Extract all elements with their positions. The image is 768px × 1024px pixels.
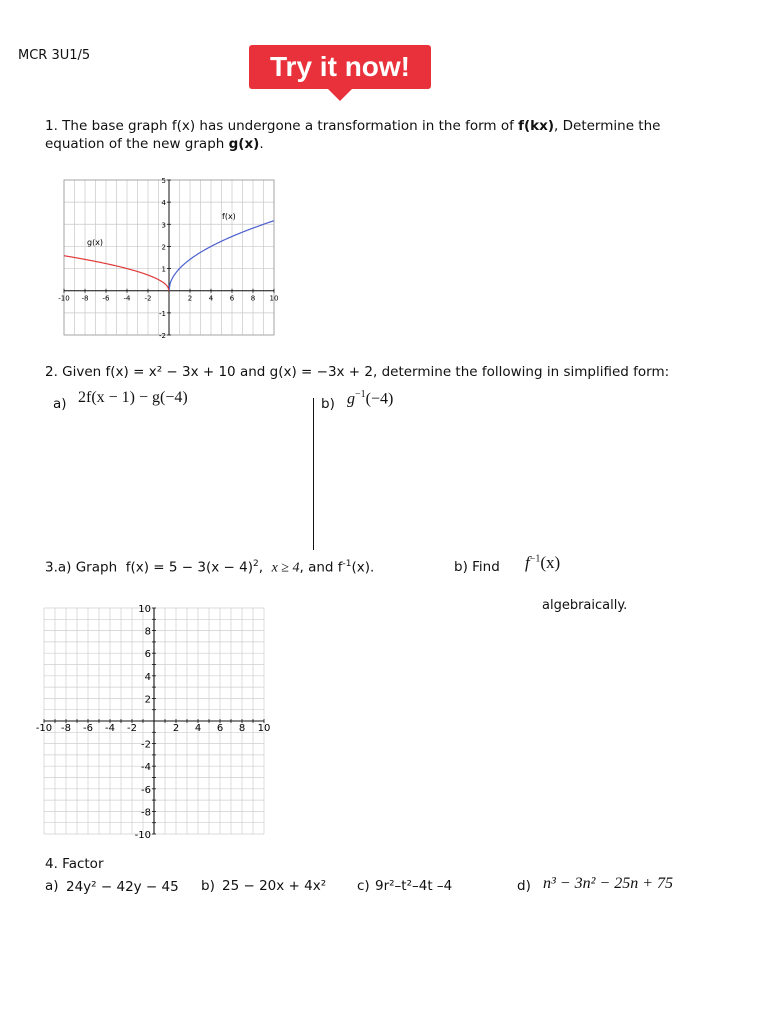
q2-b-inverse-sup: −1 — [355, 389, 366, 400]
q1-text: 1. The base graph f(x) has undergone a transformation in the form of — [45, 118, 519, 134]
y-tick-label: -2 — [141, 739, 151, 751]
q4-c-label: c) — [357, 878, 370, 894]
q2-divider — [313, 398, 314, 550]
q3-inv-sup: -1 — [342, 559, 352, 569]
x-tick-label: -6 — [83, 723, 93, 734]
x-tick-label: 10 — [257, 723, 271, 734]
q2-f-def: f(x) = x² − 3x + 10 — [105, 364, 236, 380]
y-tick-label: 2 — [161, 243, 166, 252]
q2-g-def: g(x) = −3x + 2 — [269, 364, 373, 380]
q2-b-arg: (−4) — [365, 390, 394, 408]
q3-tick-labels — [36, 604, 271, 841]
y-tick-label: -6 — [141, 784, 151, 796]
x-tick-label: -6 — [102, 294, 110, 303]
q1-tick-labels — [58, 177, 278, 340]
x-tick-label: -4 — [123, 294, 131, 303]
y-tick-label: 8 — [144, 626, 151, 638]
x-tick-label: 6 — [229, 294, 235, 303]
y-tick-label: 5 — [161, 177, 166, 185]
q3b-label: b) Find — [454, 559, 500, 575]
q3-blank-grid — [34, 602, 284, 842]
q2-b-label: b) — [321, 396, 335, 412]
x-tick-label: -8 — [61, 723, 71, 734]
q1-line-1 — [45, 118, 745, 134]
x-tick-label: 4 — [208, 294, 214, 303]
y-tick-label: 2 — [144, 694, 151, 706]
q4-c-expression: 9r²–t²–4t –4 — [375, 878, 453, 894]
q1-text-2: equation of the new graph — [45, 136, 229, 152]
x-tick-label: -10 — [58, 294, 70, 303]
f-curve-label: f(x) — [222, 212, 236, 221]
y-tick-label: -1 — [159, 309, 166, 318]
q3b-inverse-sup: −1 — [529, 553, 541, 565]
y-tick-label: -2 — [159, 332, 166, 340]
q3b-expression — [525, 553, 560, 573]
q3-and-f: , and f — [299, 559, 343, 576]
q2-b-g: g — [347, 390, 355, 408]
g-curve-label: g(x) — [87, 238, 104, 247]
q1-period: . — [259, 136, 264, 152]
y-tick-label: -4 — [141, 762, 151, 774]
y-tick-label: 6 — [144, 649, 151, 661]
q2-a-expression: 2f(x − 1) − g(−4) — [78, 389, 188, 406]
x-tick-label: 8 — [238, 723, 246, 734]
q3a-label: 3.a) Graph — [45, 559, 118, 576]
y-tick-label: 1 — [161, 265, 166, 274]
banner-pointer — [327, 88, 353, 101]
q3a-line — [45, 559, 374, 577]
q1-fkx: f(kx) — [518, 118, 555, 134]
y-tick-label: 10 — [138, 604, 151, 615]
q3b-algebraically: algebraically. — [542, 598, 628, 613]
q2-b-expression — [347, 389, 393, 408]
x-tick-label: 4 — [194, 723, 202, 734]
x-tick-label: 6 — [216, 723, 224, 734]
q1-text-end: , Determine the — [554, 118, 661, 134]
q4-d-label: d) — [517, 878, 531, 894]
y-tick-label: 3 — [161, 221, 166, 230]
q2-a-label: a) — [53, 396, 67, 412]
q4-b-label: b) — [201, 878, 215, 894]
q1-line-2 — [45, 136, 264, 152]
x-tick-label: 10 — [269, 294, 279, 303]
x-tick-label: -2 — [144, 294, 152, 303]
q4-title: 4. Factor — [45, 856, 104, 872]
q2-instructions: , determine the following in simplified form: — [373, 364, 670, 380]
x-tick-label: -8 — [81, 294, 89, 303]
q4-d-expression: n³ − 3n² − 25n + 75 — [543, 875, 673, 892]
q1-graph — [52, 175, 287, 341]
q4-a-label: a) — [45, 878, 59, 894]
q2-given: 2. Given — [45, 364, 106, 380]
try-it-now-button[interactable]: Try it now! — [249, 45, 431, 89]
x-tick-label: 2 — [172, 723, 180, 734]
y-tick-label: 4 — [161, 199, 166, 208]
q3b-arg: (x) — [540, 553, 561, 572]
q3-inv-arg: (x). — [351, 559, 375, 576]
y-tick-label: -8 — [141, 807, 151, 819]
q3b-f: f — [525, 553, 530, 572]
q3-f-def-sup: 2 — [252, 559, 259, 569]
q1-gx: g(x) — [228, 136, 260, 152]
x-tick-label: -2 — [127, 723, 137, 734]
q2-intro — [45, 364, 669, 380]
q4-b-expression: 25 − 20x + 4x² — [222, 878, 327, 894]
y-tick-label: 4 — [144, 671, 151, 683]
y-tick-label: -10 — [134, 830, 151, 841]
q3-comma: , — [258, 559, 263, 576]
q4-a-expression: 24y² − 42y − 45 — [66, 879, 179, 895]
x-tick-label: 2 — [187, 294, 193, 303]
q3-domain: x ≥ 4 — [271, 560, 300, 576]
x-tick-label: 8 — [250, 294, 256, 303]
x-tick-label: -10 — [35, 723, 53, 734]
q2-and: and — [235, 364, 270, 380]
course-code: MCR 3U1/5 — [18, 48, 91, 63]
x-tick-label: -4 — [105, 723, 115, 734]
q3-f-def: f(x) = 5 − 3(x − 4) — [125, 559, 253, 576]
